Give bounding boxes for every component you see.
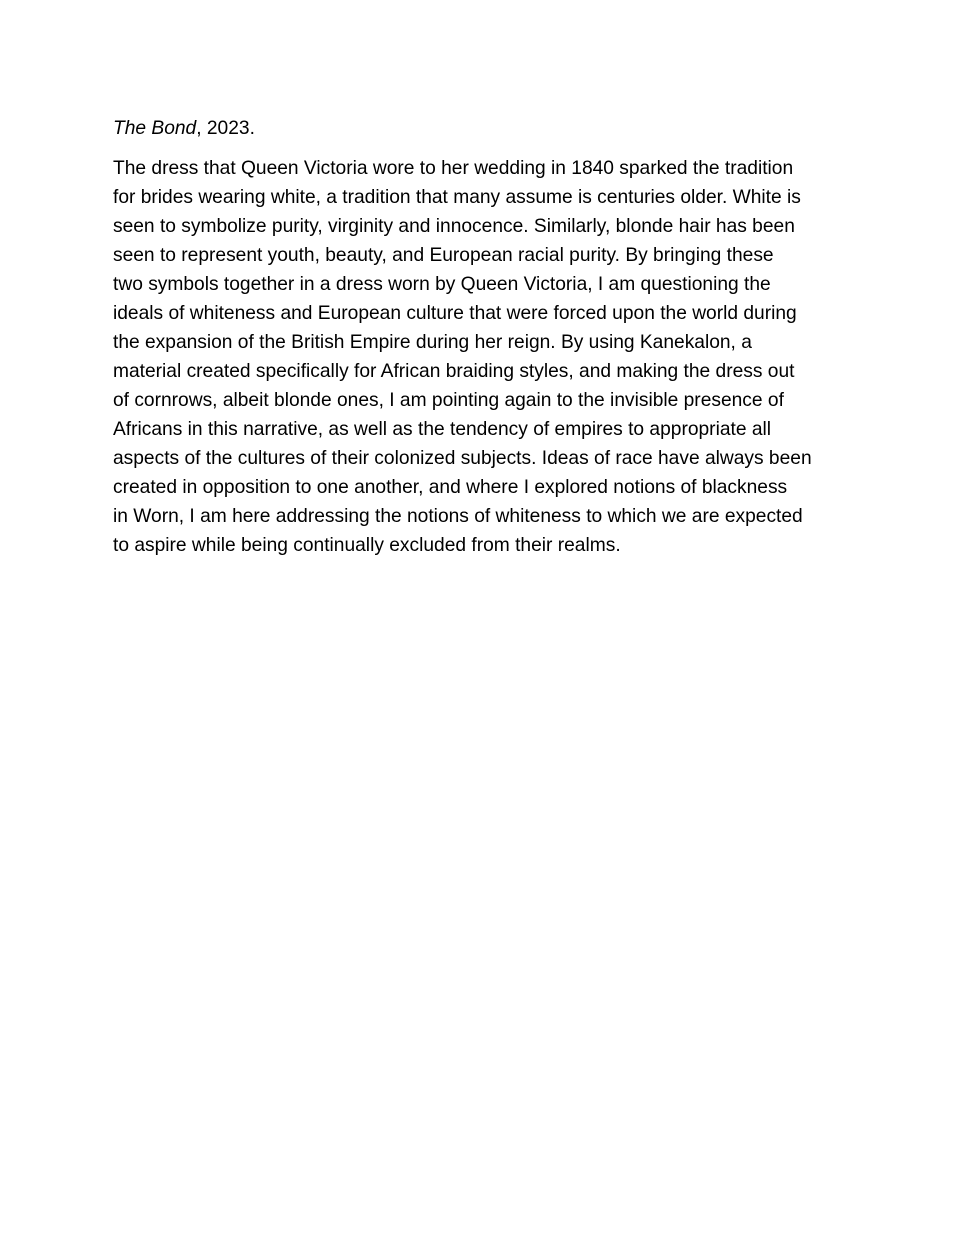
paragraph-line: seen to represent youth, beauty, and European racial purity. By bringing these [113,245,774,266]
artwork-year: , 2023. [196,118,255,139]
paragraph-line: Africans in this narrative, as well as the tendency of empires to appropriate all [113,419,772,440]
paragraph-line: ideals of whiteness and European culture that were forced upon the world during [113,303,797,324]
paragraph-line: of cornrows, albeit blonde ones, I am pointing again to the invisible presence of [113,390,784,411]
document-body [113,114,853,560]
paragraph-line: The dress that Queen Victoria wore to her wedding in 1840 sparked the tradition [113,158,794,179]
paragraph-line: seen to symbolize purity, virginity and innocence. Similarly, blonde hair has been [113,216,795,237]
paragraph-line: aspects of the cultures of their colonized subjects. Ideas of race have always been [113,448,812,469]
paragraph-line: created in opposition to one another, and where I explored notions of blackness [113,477,788,498]
paragraph-line: in Worn, I am here addressing the notions of whiteness to which we are expected [113,506,803,527]
artist-statement-paragraph [113,154,853,560]
paragraph-line: to aspire while being continually excluded from their realms. [113,535,621,556]
artwork-caption [113,114,853,143]
paragraph-line: material created specifically for African braiding styles, and making the dress out [113,361,795,382]
artwork-title: The Bond [113,118,197,139]
paragraph-line: the expansion of the British Empire during her reign. By using Kanekalon, a [113,332,752,353]
paragraph-line: two symbols together in a dress worn by Queen Victoria, I am questioning the [113,274,771,295]
paragraph-line: for brides wearing white, a tradition that many assume is centuries older. White is [113,187,801,208]
